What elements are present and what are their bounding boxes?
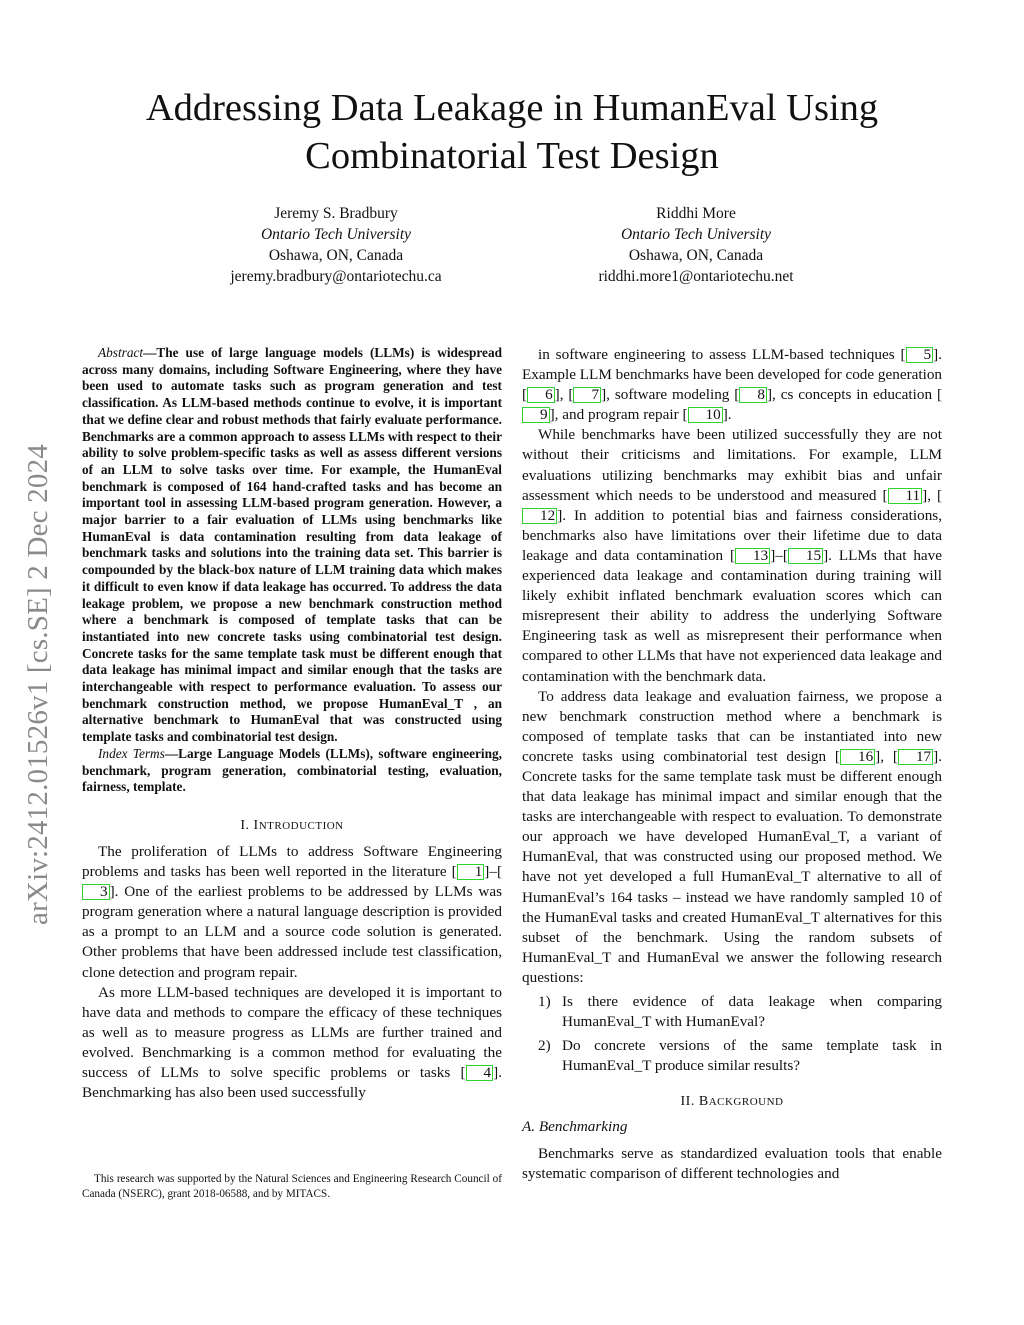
paragraph-text: – <box>775 546 783 564</box>
rq-text: Is there evidence of data leakage when comparing HumanEval_T with HumanEval? <box>562 993 942 1031</box>
citation-link[interactable]: 11 <box>888 488 923 504</box>
section-heading-introduction <box>82 818 502 834</box>
left-column <box>82 345 502 1103</box>
section-number: II. <box>680 1094 699 1110</box>
citation-link[interactable]: 1 <box>457 864 485 880</box>
index-terms <box>82 746 502 796</box>
paragraph: As more LLM-based techniques are developed it is important to have data and methods to compare the efficacy of these techniques as well as to measure progress as LLMs are further trained and evolved. Benchmarking is a common method for evaluating the success of LLMs to solve specific problems or tasks [ 4 ]. Benchmarking has also been used successfully <box>82 983 502 1102</box>
benchmarking-paragraph: Benchmarks serve as standardized evaluation tools that enable systematic comparison of different technologies and <box>522 1145 942 1183</box>
rq-text: Do concrete versions of the same template task in HumanEval_T produce similar results? <box>562 1037 942 1075</box>
arxiv-stamp: arXiv:2412.01526v1 [cs.SE] 2 Dec 2024 <box>22 444 54 925</box>
paragraph-text: . <box>727 406 732 424</box>
paragraph-text: . Concrete tasks for the same template task must be different enough that data leakage has minimal impact and similar enough that the tasks are interchangeable with respect to evaluation. To demonstrate our approach we have developed HumanEval_T, a variant of HumanEval, that was constructed using our proposed method. We have not yet developed a full HumanEval_T alternative to all of HumanEval’s 164 tasks – instead we have randomly sampled 10 of the HumanEval tasks and created HumanEval_T alternatives for this subset of the benchmark. Using the random subsets of HumanEval_T and HumanEval we answer the following research questions: <box>522 747 942 986</box>
paragraph-text: , software modeling <box>606 386 735 404</box>
subsection-heading-benchmarking: A. Benchmarking <box>522 1118 628 1136</box>
paragraph-text: . LLMs that have experienced data leakage and contamination during training will likely exhibit inflated benchmark evaluation scores which can misrepresent their ability to address the underlying Software Engineering task as well as misrepresent their performance when compared to other LLMs that have not experienced data leakage and contamination with the benchmark data. <box>522 546 942 685</box>
title-line: Addressing Data Leakage in HumanEval Using <box>145 87 879 129</box>
author-name: Riddhi More <box>656 205 736 222</box>
citation-link[interactable]: 6 <box>527 387 555 403</box>
paragraph-text: As more LLM-based techniques are developed it is important to have data and methods to compare the efficacy of these techniques as well as to measure progress as LLMs are further trained and evolved. Benchmarking is a common method for evaluating the success of LLMs to solve specific problems or tasks <box>82 983 502 1082</box>
citation-link[interactable]: 15 <box>788 548 823 564</box>
citation-link[interactable]: 5 <box>906 347 934 363</box>
paragraph-text: . Example LLM benchmarks have been developed for code generation <box>522 346 943 384</box>
paragraph-text: The proliferation of LLMs to address Software Engineering problems and tasks has been well reported in the literature <box>82 842 502 881</box>
research-question <box>522 992 942 1032</box>
author-block <box>516 203 876 287</box>
citation-link[interactable]: 9 <box>522 407 550 423</box>
title-line: Combinatorial Test Design <box>305 135 719 177</box>
abstract-lead: Abstract <box>98 345 144 360</box>
paragraph-text: . One of the earliest problems to be addressed by LLMs was program generation where a natural language description is provided as a prompt to an LLM and a source code solution is generated. Other problems that have been addressed include test classification, clone detection and program repair. <box>82 883 502 981</box>
section-initial: B <box>698 1094 709 1110</box>
author-email: riddhi.more1@ontariotechu.net <box>598 268 794 285</box>
paragraph-text: , cs concepts in education <box>772 386 937 404</box>
paragraph-text: – <box>489 863 497 881</box>
paragraph: While benchmarks have been utilized successfully they are not without their criticisms and limitations. For example, LLM evaluations utilizing benchmarks may exhibit bias and unfair assessment which needs to be understood and measured [ 11 ], [12 ]. In addition to potential bias and fairness considerations, benchmarks also have limitations over their lifetime due to data leakage and data contamination [ 13 ]–[ 15 ]. LLMs that have experienced data leakage and contamination during training will likely exhibit inflated benchmark evaluation scores which can misrepresent their ability to address the underlying Software Engineering task as well as misrepresent their performance when compared to other LLMs that have not experienced data leakage and contamination with the benchmark data. <box>522 426 942 685</box>
paragraph-text: , <box>559 386 569 404</box>
citation-link[interactable]: 17 <box>898 749 933 765</box>
section-rest: NTRODUCTION <box>258 819 344 832</box>
paragraph: in software engineering to assess LLM-based techniques [ 5 ]. Example LLM benchmarks have been developed for code generation [ 6 ], [ 7 ], software modeling [ 8 ], cs concepts in education [9 ], and program repair [ 10 ]. <box>522 346 943 424</box>
citation-link[interactable]: 4 <box>466 1065 494 1081</box>
paragraph-text: While benchmarks have been utilized successfully they are not without their criticisms and limitations. For example, LLM evaluations utilizing benchmarks may exhibit bias and unfair assessment which needs to be understood and measured <box>522 426 942 504</box>
research-questions <box>522 992 942 1076</box>
citation-link[interactable]: 7 <box>573 387 601 403</box>
citation-link[interactable]: 12 <box>522 508 557 524</box>
paragraph-text: To address data leakage and evaluation fairness, we propose a new benchmark construction method where a benchmark is composed of template tasks that can be instantiated into new concrete tasks using combinatorial test design <box>522 687 942 765</box>
author-email: jeremy.bradbury@ontariotechu.ca <box>230 268 442 285</box>
citation-link[interactable]: 10 <box>688 407 723 423</box>
paragraph-text: , and program repair <box>554 406 683 424</box>
section-initial: I <box>253 817 259 833</box>
author-name: Jeremy S. Bradbury <box>274 205 398 222</box>
citation-link[interactable]: 8 <box>739 387 767 403</box>
author-location: Oshawa, ON, Canada <box>268 247 404 264</box>
section-number: I. <box>240 817 254 833</box>
author-block <box>156 203 516 287</box>
right-paragraphs <box>522 345 942 988</box>
author-affiliation: Ontario Tech University <box>620 226 772 243</box>
research-question <box>522 1036 942 1076</box>
section-heading-background <box>522 1094 942 1110</box>
rq-number: 2) <box>538 1037 551 1055</box>
footnote: This research was supported by the Natural Sciences and Engineering Research Council of Canada (NSERC), grant 2018-06588, and by MITACS. <box>82 1173 502 1200</box>
paragraph-text: in software engineering to assess LLM-based techniques <box>538 346 901 363</box>
paragraph-text: . In addition to potential bias and fairness considerations, benchmarks also have limitations over their lifetime due to data leakage and data contamination <box>522 506 942 564</box>
abstract-text: —The use of large language models (LLMs) is widespread across many domains, including Software Engineering, where they have been used to automate tasks such as program generation and test classification. As LLM-based methods continue to evolve, it is important that we define clear and robust methods that fairly evaluate performance. Benchmarks are a common approach to assess LLMs with respect to their ability to solve problem-specific tasks as well as assess different versions of an LLM to solve tasks over time. For example, the HumanEval benchmark is composed of 164 hand-crafted tasks and has become an important tool in assessing LLM-based program generation. However, a major barrier to a fair evaluation of LLMs using benchmarks like HumanEval is data contamination resulting from data leakage of benchmark tasks and solutions into the training data set. This barrier is compounded by the black-box nature of LLM training data which makes it difficult to even know if data leakage has occurred. To address the data leakage problem, we propose a new benchmark construction method where a benchmark is composed of template tasks that can be instantiated into new concrete tasks using combinatorial test design. Concrete tasks for the same template task must be different enough that data leakage has minimal impact and similar enough that the tasks are interchangeable with respect to performance evaluation. To assess our benchmark construction method, we propose HumanEval_T , an alternative benchmark to HumanEval that was constructed using template tasks and combinatorial test design. <box>82 345 502 745</box>
citation-link[interactable]: 13 <box>735 548 770 564</box>
paper-title <box>0 84 1024 180</box>
author-location: Oshawa, ON, Canada <box>628 247 764 264</box>
paragraph-text: , <box>880 747 893 765</box>
right-column <box>522 345 942 1185</box>
paragraph-text: , <box>927 486 937 504</box>
intro-paragraphs <box>82 842 502 1103</box>
author-affiliation: Ontario Tech University <box>260 226 412 243</box>
rq-number: 1) <box>538 993 551 1010</box>
section-rest: ACKGROUND <box>708 1096 784 1109</box>
paragraph: To address data leakage and evaluation fairness, we propose a new benchmark construction method where a benchmark is composed of template tasks that can be instantiated into new concrete tasks using combinatorial test design [ 16 ], [ 17 ]. Concrete tasks for the same template task must be different enough that data leakage has minimal impact and similar enough that the tasks are interchangeable with respect to evaluation. To demonstrate our approach we have developed HumanEval_T, a variant of HumanEval, that was constructed using our proposed method. We have not yet developed a full HumanEval_T alternative to all of HumanEval’s 164 tasks – instead we have randomly sampled 10 of the HumanEval tasks and created HumanEval_T alternatives for this subset of the benchmark. Using the random subsets of HumanEval_T and HumanEval we answer the following research questions: <box>522 687 942 986</box>
citation-link[interactable]: 16 <box>840 749 875 765</box>
paragraph-text: . Benchmarking has also been used successfully <box>82 1064 502 1102</box>
citation-link[interactable]: 3 <box>82 884 110 900</box>
abstract <box>82 345 502 746</box>
index-terms-lead: Index Terms <box>98 745 165 761</box>
index-terms-text: —Large Language Models (LLMs), software engineering, benchmark, program generation, combinatorial testing, evaluation, fairness, template. <box>82 745 502 795</box>
paragraph: The proliferation of LLMs to address Software Engineering problems and tasks has been well reported in the literature [ 1 ]–[3 ]. One of the earliest problems to be addressed by LLMs was program generation where a natural language description is provided as a prompt to an LLM and a source code solution is generated. Other problems that have been addressed include test classification, clone detection and program repair. <box>82 842 502 981</box>
